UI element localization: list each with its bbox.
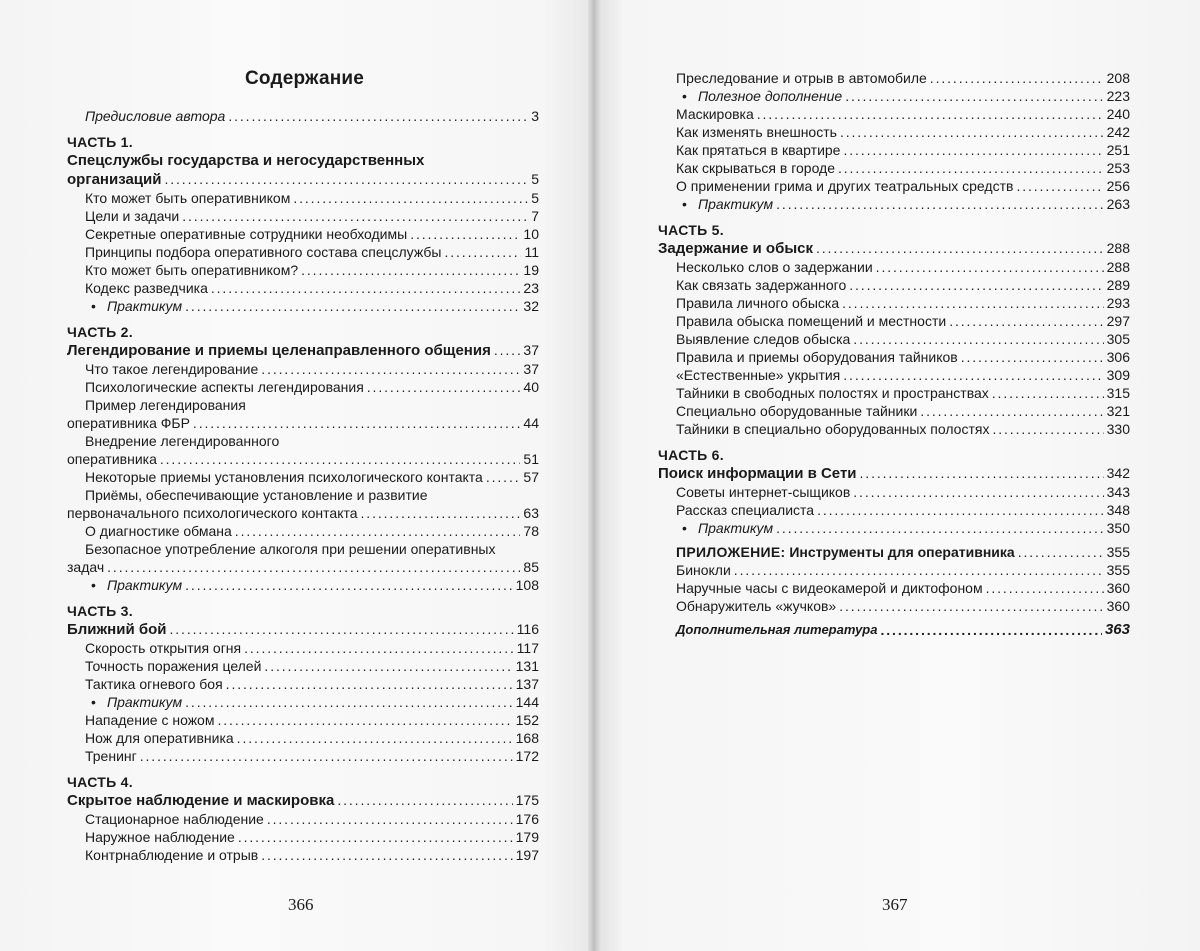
entry-title: • Практикум <box>107 297 182 315</box>
toc-entry[interactable] <box>658 501 1130 519</box>
entry-title: организаций <box>67 171 162 188</box>
entry-title: Предисловие автора <box>85 108 226 124</box>
entry-page: 297 <box>1106 313 1130 329</box>
toc-entry[interactable] <box>658 483 1130 501</box>
toc-entry[interactable] <box>658 69 1130 87</box>
entry-page: 197 <box>515 847 539 863</box>
entry-title: Советы интернет-сыщиков <box>676 484 851 500</box>
entry-page: 44 <box>523 415 539 431</box>
entry-page: 309 <box>1106 367 1130 383</box>
entry-title: Скрытое наблюдение и маскировка <box>67 792 335 809</box>
entry-page: 37 <box>523 361 539 377</box>
leader-dots <box>211 279 521 297</box>
entry-title: Стационарное наблюдение <box>85 811 264 827</box>
leader-dots <box>217 711 512 729</box>
toc-entry[interactable] <box>67 711 539 729</box>
leader-dots <box>776 519 1104 537</box>
entry-page: 78 <box>523 523 539 539</box>
leader-dots <box>237 729 513 747</box>
entry-page: 51 <box>523 451 539 467</box>
leader-dots <box>849 276 1103 294</box>
toc-entry[interactable] <box>658 312 1130 330</box>
entry-page: 108 <box>515 577 539 593</box>
part-label: ЧАСТЬ 5. <box>658 222 724 238</box>
entry-title: Обнаружитель «жучков» <box>676 598 837 614</box>
toc-entry-practicum[interactable] <box>67 297 539 315</box>
entry-title: Некоторые приемы установления психологического контакта <box>85 469 483 485</box>
entry-title: Как скрываться в городе <box>676 160 835 176</box>
part-label: ЧАСТЬ 6. <box>658 447 724 463</box>
entry-page: 360 <box>1106 598 1130 614</box>
entry-page: 288 <box>1106 240 1130 256</box>
entry-page: 10 <box>523 226 539 242</box>
toc-entry[interactable] <box>67 675 539 693</box>
entry-page: 330 <box>1106 421 1130 437</box>
toc-entry[interactable] <box>658 294 1130 312</box>
leader-dots <box>160 450 521 468</box>
toc-entry-appendix[interactable] <box>658 543 1130 561</box>
entry-page: 293 <box>1106 295 1130 311</box>
leader-dots <box>185 297 520 315</box>
leader-dots <box>840 123 1104 141</box>
entry-page: 223 <box>1106 88 1130 104</box>
entry-title: Ближний бой <box>67 621 167 638</box>
entry-title: Поиск информации в Сети <box>658 465 857 482</box>
entry-page: 315 <box>1106 385 1130 401</box>
entry-title: • Полезное дополнение <box>698 87 842 105</box>
leader-dots <box>107 558 520 576</box>
entry-page: 23 <box>523 280 539 296</box>
leader-dots <box>228 107 528 125</box>
entry-title: Рассказ специалиста <box>676 502 815 518</box>
entry-page: 63 <box>523 505 539 521</box>
entry-title: Бинокли <box>676 562 731 578</box>
entry-title: • Практикум <box>698 519 773 537</box>
toc-entry[interactable] <box>658 123 1130 141</box>
toc-entry[interactable] <box>658 330 1130 348</box>
toc-entry[interactable] <box>67 261 539 279</box>
toc-entry-practicum[interactable] <box>67 693 539 711</box>
leader-dots <box>839 597 1103 615</box>
entry-page: 117 <box>516 640 539 656</box>
toc-entry[interactable] <box>658 141 1130 159</box>
toc-entry[interactable] <box>67 522 539 540</box>
entry-title: оперативника <box>67 451 157 467</box>
entry-page: 172 <box>515 748 539 764</box>
entry-title: Кодекс разведчика <box>85 280 208 296</box>
toc-entry[interactable] <box>67 810 539 828</box>
entry-page: 168 <box>515 730 539 746</box>
leader-dots <box>853 330 1103 348</box>
leader-dots <box>961 348 1104 366</box>
entry-page: 321 <box>1106 403 1130 419</box>
entry-title: Задержание и обыск <box>658 240 813 257</box>
toc-entry[interactable] <box>67 189 539 207</box>
entry-page: 37 <box>523 342 539 358</box>
leader-dots <box>410 225 520 243</box>
entry-title: • Практикум <box>107 693 182 711</box>
entry-title: Правила личного обыска <box>676 295 840 311</box>
toc-entry[interactable] <box>67 747 539 765</box>
leader-dots <box>880 621 1101 639</box>
toc-entry[interactable] <box>67 378 539 396</box>
entry-title: Цели и задачи <box>85 208 180 224</box>
toc-entry-line[interactable]: Приёмы, обеспечивающие установление и развитие <box>85 487 428 503</box>
toc-entry[interactable] <box>67 360 539 378</box>
entry-title: Наручные часы с видеокамерой и диктофоном <box>676 580 983 596</box>
leader-dots <box>244 639 514 657</box>
leader-dots <box>182 207 528 225</box>
entry-title: Принципы подбора оперативного состава спецслужбы <box>85 244 442 260</box>
entry-page: 305 <box>1106 331 1130 347</box>
leader-dots <box>261 360 520 378</box>
entry-title: О применении грима и других театральных средств <box>676 178 1014 194</box>
toc-entry[interactable] <box>658 402 1130 420</box>
toc-entry[interactable] <box>658 177 1130 195</box>
entry-title: Как прятаться в квартире <box>676 142 841 158</box>
entry-title: Как изменять внешность <box>676 124 837 140</box>
part-heading-entry[interactable] <box>67 620 539 639</box>
leader-dots <box>757 105 1104 123</box>
part-heading-entry[interactable] <box>658 464 1130 483</box>
appendix-heading: Инструменты для оперативника <box>789 544 1015 560</box>
part-label: ЧАСТЬ 4. <box>67 774 133 790</box>
toc-entry[interactable] <box>658 420 1130 438</box>
leader-dots <box>486 468 521 486</box>
part-label: ЧАСТЬ 3. <box>67 603 133 619</box>
toc-entry-preface[interactable] <box>67 107 539 125</box>
entry-page: 3 <box>531 108 539 124</box>
toc-left-column <box>67 107 539 864</box>
entry-title: «Естественные» укрытия <box>676 367 841 383</box>
entry-title: • Практикум <box>698 195 773 213</box>
toc-entry[interactable] <box>67 639 539 657</box>
entry-page: 343 <box>1106 484 1130 500</box>
leader-dots <box>170 620 514 639</box>
leader-dots <box>444 243 521 261</box>
leader-dots <box>235 522 521 540</box>
leader-dots <box>238 828 513 846</box>
toc-entry[interactable] <box>67 657 539 675</box>
entry-page: 342 <box>1106 465 1130 481</box>
toc-entry[interactable] <box>658 105 1130 123</box>
entry-page: 263 <box>1106 196 1130 212</box>
toc-entry[interactable] <box>658 258 1130 276</box>
toc-entry[interactable] <box>67 414 539 432</box>
page-number: 366 <box>288 895 314 914</box>
part-heading-entry[interactable] <box>67 170 539 189</box>
leader-dots <box>776 195 1104 213</box>
entry-title: Секретные оперативные сотрудники необходимы <box>85 226 408 242</box>
leader-dots <box>930 69 1104 87</box>
entry-title: Что такое легендирование <box>85 361 259 377</box>
entry-page: 208 <box>1106 70 1130 86</box>
leader-dots <box>361 504 521 522</box>
leader-dots <box>185 693 513 711</box>
part-label: ЧАСТЬ 2. <box>67 324 133 340</box>
entry-title: Правила и приемы оборудования тайников <box>676 349 958 365</box>
part-heading-entry[interactable] <box>658 239 1130 258</box>
entry-page: 289 <box>1106 277 1130 293</box>
entry-title: Скорость открытия огня <box>85 640 242 656</box>
entry-title: задач <box>67 559 105 575</box>
entry-page: 348 <box>1106 502 1130 518</box>
leader-dots <box>193 414 521 432</box>
entry-title: Легендирование и приемы целенаправленного общения <box>67 342 491 359</box>
entry-title: Точность поражения целей <box>85 658 262 674</box>
entry-page: 152 <box>515 712 539 728</box>
entry-title: Дополнительная литература <box>676 622 878 637</box>
leader-dots <box>185 576 513 594</box>
toc-entry-practicum[interactable] <box>67 576 539 594</box>
leader-dots <box>164 170 528 189</box>
entry-title: Как связать задержанного <box>676 277 847 293</box>
entry-page: 40 <box>523 379 539 395</box>
entry-page: 5 <box>531 171 539 187</box>
leader-dots <box>267 810 513 828</box>
entry-page: 57 <box>523 469 539 485</box>
toc-entry[interactable] <box>658 348 1130 366</box>
entry-title: Тактика огневого боя <box>85 676 223 692</box>
leader-dots <box>876 258 1104 276</box>
entry-title <box>676 543 1015 561</box>
entry-title: • Практикум <box>107 576 182 594</box>
toc-entry-practicum[interactable] <box>658 519 1130 537</box>
entry-title: Преследование и отрыв в автомобиле <box>676 70 927 86</box>
entry-page: 306 <box>1106 349 1130 365</box>
leader-dots <box>838 159 1104 177</box>
entry-title: Маскировка <box>676 106 754 122</box>
leader-dots <box>293 189 528 207</box>
toc-entry-useful[interactable] <box>658 87 1130 105</box>
entry-page: 179 <box>515 829 539 845</box>
leader-dots <box>845 87 1103 105</box>
toc-entry-practicum[interactable] <box>658 195 1130 213</box>
leader-dots <box>226 675 513 693</box>
toc-entry-line[interactable]: Безопасное употребление алкоголя при решении оперативных <box>85 541 496 557</box>
toc-entry[interactable] <box>67 504 539 522</box>
toc-entry[interactable] <box>658 366 1130 384</box>
entry-page: 350 <box>1106 520 1130 536</box>
toc-entry[interactable] <box>67 468 539 486</box>
entry-page: 242 <box>1106 124 1130 140</box>
leader-dots <box>949 312 1103 330</box>
toc-entry[interactable] <box>658 159 1130 177</box>
leader-dots <box>816 239 1104 258</box>
entry-title: Кто может быть оперативником <box>85 190 291 206</box>
toc-entry[interactable] <box>67 729 539 747</box>
leader-dots <box>367 378 521 396</box>
leader-dots <box>992 420 1103 438</box>
toc-entry[interactable] <box>67 207 539 225</box>
entry-page: 363 <box>1104 621 1130 638</box>
entry-page: 360 <box>1106 580 1130 596</box>
entry-page: 5 <box>531 190 539 206</box>
entry-title: Тренинг <box>85 748 137 764</box>
leader-dots <box>843 366 1103 384</box>
entry-page: 355 <box>1106 544 1130 560</box>
toc-entry[interactable] <box>67 450 539 468</box>
entry-page: 253 <box>1106 160 1130 176</box>
appendix-label: ПРИЛОЖЕНИЕ: <box>676 544 786 560</box>
toc-entry[interactable] <box>67 828 539 846</box>
entry-page: 137 <box>515 676 539 692</box>
entry-title: Наружное наблюдение <box>85 829 235 845</box>
toc-entry[interactable] <box>67 846 539 864</box>
toc-right-column <box>658 69 1130 639</box>
leader-dots <box>1016 177 1103 195</box>
entry-page: 32 <box>523 298 539 314</box>
entry-title: Нападение с ножом <box>85 712 215 728</box>
page-number: 367 <box>882 895 908 914</box>
entry-page: 85 <box>523 559 539 575</box>
entry-title: оперативника ФБР <box>67 415 190 431</box>
entry-page: 256 <box>1106 178 1130 194</box>
entry-title: Тайники в свободных полостях и пространствах <box>676 385 989 401</box>
entry-page: 240 <box>1106 106 1130 122</box>
leader-dots <box>494 341 521 360</box>
leader-dots <box>843 141 1103 159</box>
leader-dots <box>337 791 512 810</box>
entry-title: О диагностике обмана <box>85 523 232 539</box>
entry-page: 355 <box>1106 562 1130 578</box>
entry-title: первоначального психологического контакта <box>67 505 358 521</box>
entry-page: 116 <box>516 621 539 637</box>
leader-dots <box>734 561 1104 579</box>
leader-dots <box>1018 543 1104 561</box>
entry-title: Психологические аспекты легендирования <box>85 379 364 395</box>
entry-page: 7 <box>531 208 539 224</box>
entry-title: Кто может быть оперативником? <box>85 262 299 278</box>
leader-dots <box>853 483 1103 501</box>
entry-page: 288 <box>1106 259 1130 275</box>
entry-title: Несколько слов о задержании <box>676 259 873 275</box>
part-heading-entry[interactable] <box>67 341 539 360</box>
toc-entry[interactable] <box>67 279 539 297</box>
entry-title: Тайники в специально оборудованных полостях <box>676 421 990 437</box>
toc-entry-line[interactable]: Пример легендирования <box>85 397 246 413</box>
toc-entry[interactable] <box>67 225 539 243</box>
toc-entry[interactable] <box>658 597 1130 615</box>
toc-entry[interactable] <box>67 243 539 261</box>
leader-dots <box>920 402 1103 420</box>
part-heading-entry[interactable] <box>67 791 539 810</box>
entry-page: 176 <box>515 811 539 827</box>
toc-entry-line[interactable]: Внедрение легендированного <box>85 433 280 449</box>
part-heading[interactable]: Спецслужбы государства и негосударственных <box>67 152 425 169</box>
entry-page: 251 <box>1106 142 1130 158</box>
part-label: ЧАСТЬ 1. <box>67 134 133 150</box>
leader-dots <box>264 657 512 675</box>
entry-title: Специально оборудованные тайники <box>676 403 918 419</box>
leader-dots <box>986 579 1104 597</box>
entry-title: Правила обыска помещений и местности <box>676 313 947 329</box>
toc-entry[interactable] <box>658 561 1130 579</box>
toc-entry-literature[interactable] <box>658 621 1130 639</box>
toc-entry[interactable] <box>658 384 1130 402</box>
leader-dots <box>140 747 513 765</box>
toc-entry[interactable] <box>658 276 1130 294</box>
entry-title: Нож для оперативника <box>85 730 234 746</box>
entry-page: 11 <box>524 244 539 260</box>
entry-title: Контрнаблюдение и отрыв <box>85 847 259 863</box>
leader-dots <box>301 261 520 279</box>
leader-dots <box>261 846 512 864</box>
entry-page: 19 <box>523 262 539 278</box>
leader-dots <box>842 294 1104 312</box>
leader-dots <box>817 501 1104 519</box>
leader-dots <box>860 464 1104 483</box>
toc-title: Содержание <box>245 68 365 89</box>
entry-page: 144 <box>515 694 539 710</box>
entry-title: Выявление следов обыска <box>676 331 851 347</box>
book-gutter <box>588 0 602 951</box>
entry-page: 131 <box>515 658 539 674</box>
toc-entry[interactable] <box>67 558 539 576</box>
entry-page: 175 <box>515 792 539 808</box>
leader-dots <box>992 384 1104 402</box>
toc-entry[interactable] <box>658 579 1130 597</box>
